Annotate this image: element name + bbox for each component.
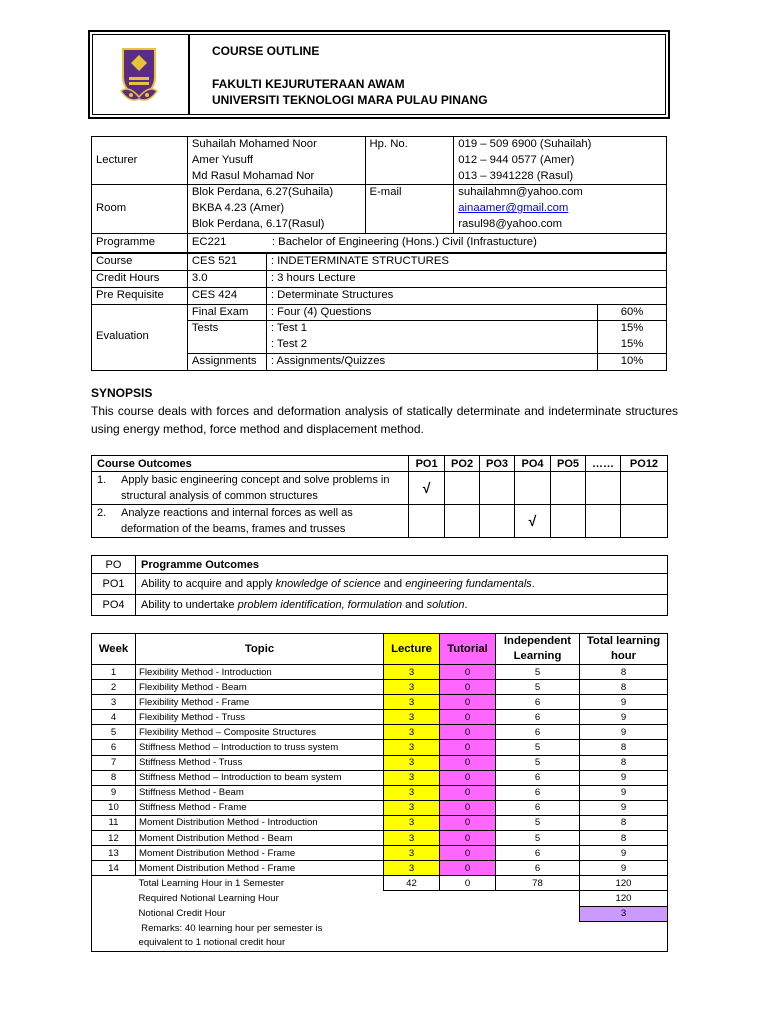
lecturer-name: Suhailah Mohamed Noor — [191, 138, 317, 150]
tutorial-cell: 0 — [440, 695, 496, 710]
week-cell: 10 — [92, 800, 136, 815]
total-cell: 8 — [580, 831, 668, 846]
eval-final-exam: Final Exam — [187, 304, 266, 321]
evaluation-label: Evaluation — [92, 304, 188, 370]
total-cell: 8 — [580, 740, 668, 755]
eval-assignments-desc: : Assignments/Quizzes — [266, 354, 597, 371]
tutorial-cell: 0 — [440, 800, 496, 815]
email-entry: suhailahmn@yahoo.com — [458, 186, 583, 199]
po-text-em: problem identification, formulation — [237, 599, 403, 611]
total-independent: 78 — [496, 876, 580, 891]
lecturer-name: Md Rasul Mohamad Nor — [191, 169, 315, 182]
synopsis-section — [91, 386, 678, 438]
topic-cell: Flexibility Method – Composite Structures — [136, 725, 384, 740]
total-cell: 9 — [580, 861, 668, 876]
lecture-cell: 3 — [384, 680, 440, 695]
weekly-schedule-table — [91, 633, 668, 952]
co-text-cont: structural analysis of common structures — [121, 490, 318, 502]
lecture-cell: 3 — [384, 770, 440, 785]
co-col-ellipsis: …… — [586, 456, 621, 472]
topic-cell: Flexibility Method - Frame — [136, 695, 384, 710]
co-col-po12: PO12 — [620, 456, 667, 472]
schedule-row — [92, 680, 668, 695]
schedule-row — [92, 665, 668, 680]
co-mark — [445, 472, 480, 505]
room-entry: BKBA 4.23 (Amer) — [191, 202, 285, 215]
university-name: UNIVERSITI TEKNOLOGI MARA PULAU PINANG — [212, 93, 488, 107]
week-cell: 2 — [92, 680, 136, 695]
co-col-po2: PO2 — [445, 456, 480, 472]
week-cell: 7 — [92, 755, 136, 770]
tutorial-cell: 0 — [440, 725, 496, 740]
tutorial-cell: 0 — [440, 710, 496, 725]
tutorial-cell: 0 — [440, 740, 496, 755]
eval-final-desc: : Four (4) Questions — [266, 304, 597, 321]
total-tutorial: 0 — [440, 876, 496, 891]
course-outcomes-table — [91, 455, 668, 538]
po-text-em: engineering fundamentals — [405, 578, 532, 590]
total-hours-label: Total Learning Hour in 1 Semester — [138, 878, 285, 890]
lecture-cell: 3 — [384, 710, 440, 725]
lecture-cell: 3 — [384, 785, 440, 800]
week-cell: 9 — [92, 785, 136, 800]
independent-cell: 5 — [496, 665, 580, 680]
course-header — [88, 30, 670, 119]
eval-assignments: Assignments — [187, 354, 266, 371]
independent-cell: 5 — [496, 740, 580, 755]
total-cell: 8 — [580, 815, 668, 830]
week-cell: 4 — [92, 710, 136, 725]
schedule-row — [92, 861, 668, 876]
po-text: . — [531, 578, 535, 590]
topic-cell: Stiffness Method - Frame — [136, 800, 384, 815]
lecture-cell: 3 — [384, 831, 440, 846]
email-list — [454, 185, 667, 233]
lecture-cell: 3 — [384, 815, 440, 830]
col-independent: Independent Learning — [496, 634, 580, 665]
co-col-po1: PO1 — [409, 456, 445, 472]
col-topic: Topic — [136, 634, 384, 665]
lecture-cell: 3 — [384, 695, 440, 710]
po-code: PO4 — [92, 595, 136, 616]
po-text: Ability to acquire and apply — [141, 578, 276, 590]
required-hours-value: 120 — [580, 891, 668, 906]
independent-cell: 6 — [496, 695, 580, 710]
tutorial-cell: 0 — [440, 831, 496, 846]
co-text-cont: deformation of the beams, frames and trusses — [121, 523, 346, 535]
faculty-name: FAKULTI KEJURUTERAAN AWAM — [212, 77, 405, 91]
week-cell: 12 — [92, 831, 136, 846]
co-col-po4: PO4 — [515, 456, 551, 472]
schedule-row — [92, 831, 668, 846]
eval-test2: : Test 2 — [270, 338, 308, 351]
credit-hours-label: Credit Hours — [92, 271, 188, 288]
schedule-row — [92, 800, 668, 815]
logo-cell — [93, 35, 190, 114]
course-name: : INDETERMINATE STRUCTURES — [266, 253, 666, 270]
po-code: PO1 — [92, 574, 136, 595]
co-mark — [515, 472, 551, 505]
room-list — [187, 185, 365, 233]
week-cell: 11 — [92, 815, 136, 830]
co-mark — [409, 505, 445, 538]
eval-assignments-pct: 10% — [598, 354, 667, 371]
tutorial-cell: 0 — [440, 846, 496, 861]
tutorial-cell: 0 — [440, 861, 496, 876]
independent-cell: 5 — [496, 755, 580, 770]
independent-cell: 5 — [496, 680, 580, 695]
total-cell: 9 — [580, 846, 668, 861]
independent-cell: 6 — [496, 770, 580, 785]
total-cell: 9 — [580, 695, 668, 710]
phone-number: 019 – 509 6900 (Suhailah) — [458, 138, 592, 150]
course-label: Course — [92, 253, 188, 270]
col-week: Week — [92, 634, 136, 665]
email-entry: rasul98@yahoo.com — [458, 217, 563, 230]
phone-number: 013 – 3941228 (Rasul) — [458, 169, 574, 182]
independent-cell: 5 — [496, 831, 580, 846]
po-description — [136, 595, 668, 616]
co-col-po3: PO3 — [480, 456, 515, 472]
lecturer-names — [187, 137, 365, 185]
co-mark — [480, 505, 515, 538]
programme-outcomes-table — [91, 555, 668, 616]
lecture-cell: 3 — [384, 665, 440, 680]
po-text: . — [464, 599, 468, 611]
schedule-row — [92, 755, 668, 770]
programme-label: Programme — [92, 233, 188, 253]
co-mark — [586, 505, 621, 538]
synopsis-title: SYNOPSIS — [91, 386, 153, 400]
programme-value — [187, 233, 666, 253]
co-number: 2. — [97, 507, 107, 519]
topic-cell: Moment Distribution Method - Frame — [136, 846, 384, 861]
lecturer-label: Lecturer — [92, 137, 188, 185]
co-mark — [551, 505, 586, 538]
tutorial-cell: 0 — [440, 785, 496, 800]
co-text: Analyze reactions and internal forces as well as — [121, 507, 353, 519]
phone-number: 012 – 944 0577 (Amer) — [458, 153, 575, 166]
total-hours: 120 — [580, 876, 668, 891]
independent-cell: 6 — [496, 785, 580, 800]
topic-cell: Stiffness Method – Introduction to truss system — [136, 740, 384, 755]
schedule-row — [92, 785, 668, 800]
room-entry: Blok Perdana, 6.17(Rasul) — [191, 217, 325, 230]
credit-hours-desc: : 3 hours Lecture — [266, 271, 666, 288]
co-row-1 — [92, 472, 409, 505]
eval-test1: : Test 1 — [270, 322, 308, 335]
week-cell: 6 — [92, 740, 136, 755]
independent-cell: 6 — [496, 725, 580, 740]
co-mark — [480, 472, 515, 505]
co-mark — [445, 505, 480, 538]
topic-cell: Stiffness Method – Introduction to beam system — [136, 770, 384, 785]
prerequisite-code: CES 424 — [187, 287, 266, 304]
lecture-cell: 3 — [384, 800, 440, 815]
total-lecture: 42 — [384, 876, 440, 891]
independent-cell: 6 — [496, 846, 580, 861]
col-lecture: Lecture — [384, 634, 440, 665]
course-code: CES 521 — [187, 253, 266, 270]
total-cell: 8 — [580, 665, 668, 680]
po-text-em: solution — [426, 599, 465, 611]
schedule-row — [92, 710, 668, 725]
week-cell: 13 — [92, 846, 136, 861]
lecture-cell: 3 — [384, 861, 440, 876]
phone-numbers — [454, 137, 667, 185]
topic-cell: Flexibility Method - Truss — [136, 710, 384, 725]
course-info-table — [91, 136, 667, 371]
tutorial-cell: 0 — [440, 680, 496, 695]
independent-cell: 5 — [496, 815, 580, 830]
independent-cell: 6 — [496, 861, 580, 876]
week-cell: 3 — [92, 695, 136, 710]
col-total: Total learning hour — [580, 634, 668, 665]
eval-test1-pct: 15% — [620, 322, 644, 335]
schedule-row — [92, 740, 668, 755]
eval-tests: Tests — [187, 321, 266, 354]
schedule-row — [92, 846, 668, 861]
schedule-row — [92, 695, 668, 710]
schedule-row — [92, 815, 668, 830]
university-crest-logo — [119, 47, 159, 107]
notional-credit-value: 3 — [580, 906, 668, 921]
co-mark — [551, 472, 586, 505]
prerequisite-name: : Determinate Structures — [266, 287, 666, 304]
independent-cell: 6 — [496, 800, 580, 815]
co-text: Apply basic engineering concept and solve problems in — [121, 474, 390, 486]
eval-tests-pct — [598, 321, 667, 354]
po-text: and — [402, 599, 427, 611]
co-mark: √ — [515, 505, 551, 538]
total-cell: 8 — [580, 755, 668, 770]
co-header: Course Outcomes — [92, 456, 409, 472]
lecture-cell: 3 — [384, 740, 440, 755]
total-cell: 9 — [580, 770, 668, 785]
po-text: Ability to undertake — [141, 599, 238, 611]
week-cell: 1 — [92, 665, 136, 680]
programme-code: EC221 — [191, 236, 227, 249]
tutorial-cell: 0 — [440, 755, 496, 770]
hp-label: Hp. No. — [365, 137, 454, 185]
credit-hours-value: 3.0 — [187, 271, 266, 288]
synopsis-text: This course deals with forces and deformation analysis of statically determinate and indeterminate structures using energy method, force method and displacement method. — [91, 404, 678, 436]
co-number: 1. — [97, 474, 107, 486]
po-desc-header: Programme Outcomes — [136, 556, 668, 574]
po-col-header: PO — [92, 556, 136, 574]
total-cell: 9 — [580, 785, 668, 800]
notional-credit-label: Notional Credit Hour — [138, 908, 226, 920]
tutorial-cell: 0 — [440, 665, 496, 680]
required-hours-label: Required Notional Learning Hour — [138, 893, 279, 905]
topic-cell: Moment Distribution Method - Beam — [136, 831, 384, 846]
week-cell: 8 — [92, 770, 136, 785]
schedule-row — [92, 770, 668, 785]
document-title: COURSE OUTLINE — [212, 44, 320, 58]
email-label: E-mail — [365, 185, 454, 233]
eval-tests-desc — [266, 321, 597, 354]
room-label: Room — [92, 185, 188, 233]
remarks-line: Remarks: 40 learning hour per semester is — [138, 923, 323, 935]
topic-cell: Flexibility Method - Introduction — [136, 665, 384, 680]
header-inner-frame — [92, 34, 666, 115]
co-mark: √ — [409, 472, 445, 505]
eval-test2-pct: 15% — [620, 338, 644, 351]
total-cell: 8 — [580, 680, 668, 695]
room-entry: Blok Perdana, 6.27(Suhaila) — [191, 186, 334, 199]
tutorial-cell: 0 — [440, 770, 496, 785]
total-cell: 9 — [580, 800, 668, 815]
lecture-cell: 3 — [384, 755, 440, 770]
total-cell: 9 — [580, 710, 668, 725]
co-row-2 — [92, 505, 409, 538]
independent-cell: 6 — [496, 710, 580, 725]
co-mark — [620, 472, 667, 505]
topic-cell: Moment Distribution Method - Introduction — [136, 815, 384, 830]
co-mark — [620, 505, 667, 538]
schedule-row — [92, 725, 668, 740]
topic-cell: Moment Distribution Method - Frame — [136, 861, 384, 876]
lecturer-name: Amer Yusuff — [191, 153, 254, 166]
total-cell: 9 — [580, 725, 668, 740]
po-text: and — [380, 578, 406, 590]
co-mark — [586, 472, 621, 505]
topic-cell: Stiffness Method - Truss — [136, 755, 384, 770]
col-tutorial: Tutorial — [440, 634, 496, 665]
co-col-po5: PO5 — [551, 456, 586, 472]
tutorial-cell: 0 — [440, 815, 496, 830]
po-description — [136, 574, 668, 595]
programme-name: : Bachelor of Engineering (Hons.) Civil (Infrastucture) — [271, 236, 537, 249]
topic-cell: Stiffness Method - Beam — [136, 785, 384, 800]
eval-final-pct: 60% — [598, 304, 667, 321]
topic-cell: Flexibility Method - Beam — [136, 680, 384, 695]
remarks-line: equivalent to 1 notional credit hour — [138, 937, 286, 949]
remarks — [136, 921, 580, 952]
po-text-em: knowledge of science — [275, 578, 381, 590]
lecture-cell: 3 — [384, 846, 440, 861]
week-cell: 14 — [92, 861, 136, 876]
lecture-cell: 3 — [384, 725, 440, 740]
email-link[interactable]: ainaamer@gmail.com — [458, 202, 569, 215]
week-cell: 5 — [92, 725, 136, 740]
prerequisite-label: Pre Requisite — [92, 287, 188, 304]
